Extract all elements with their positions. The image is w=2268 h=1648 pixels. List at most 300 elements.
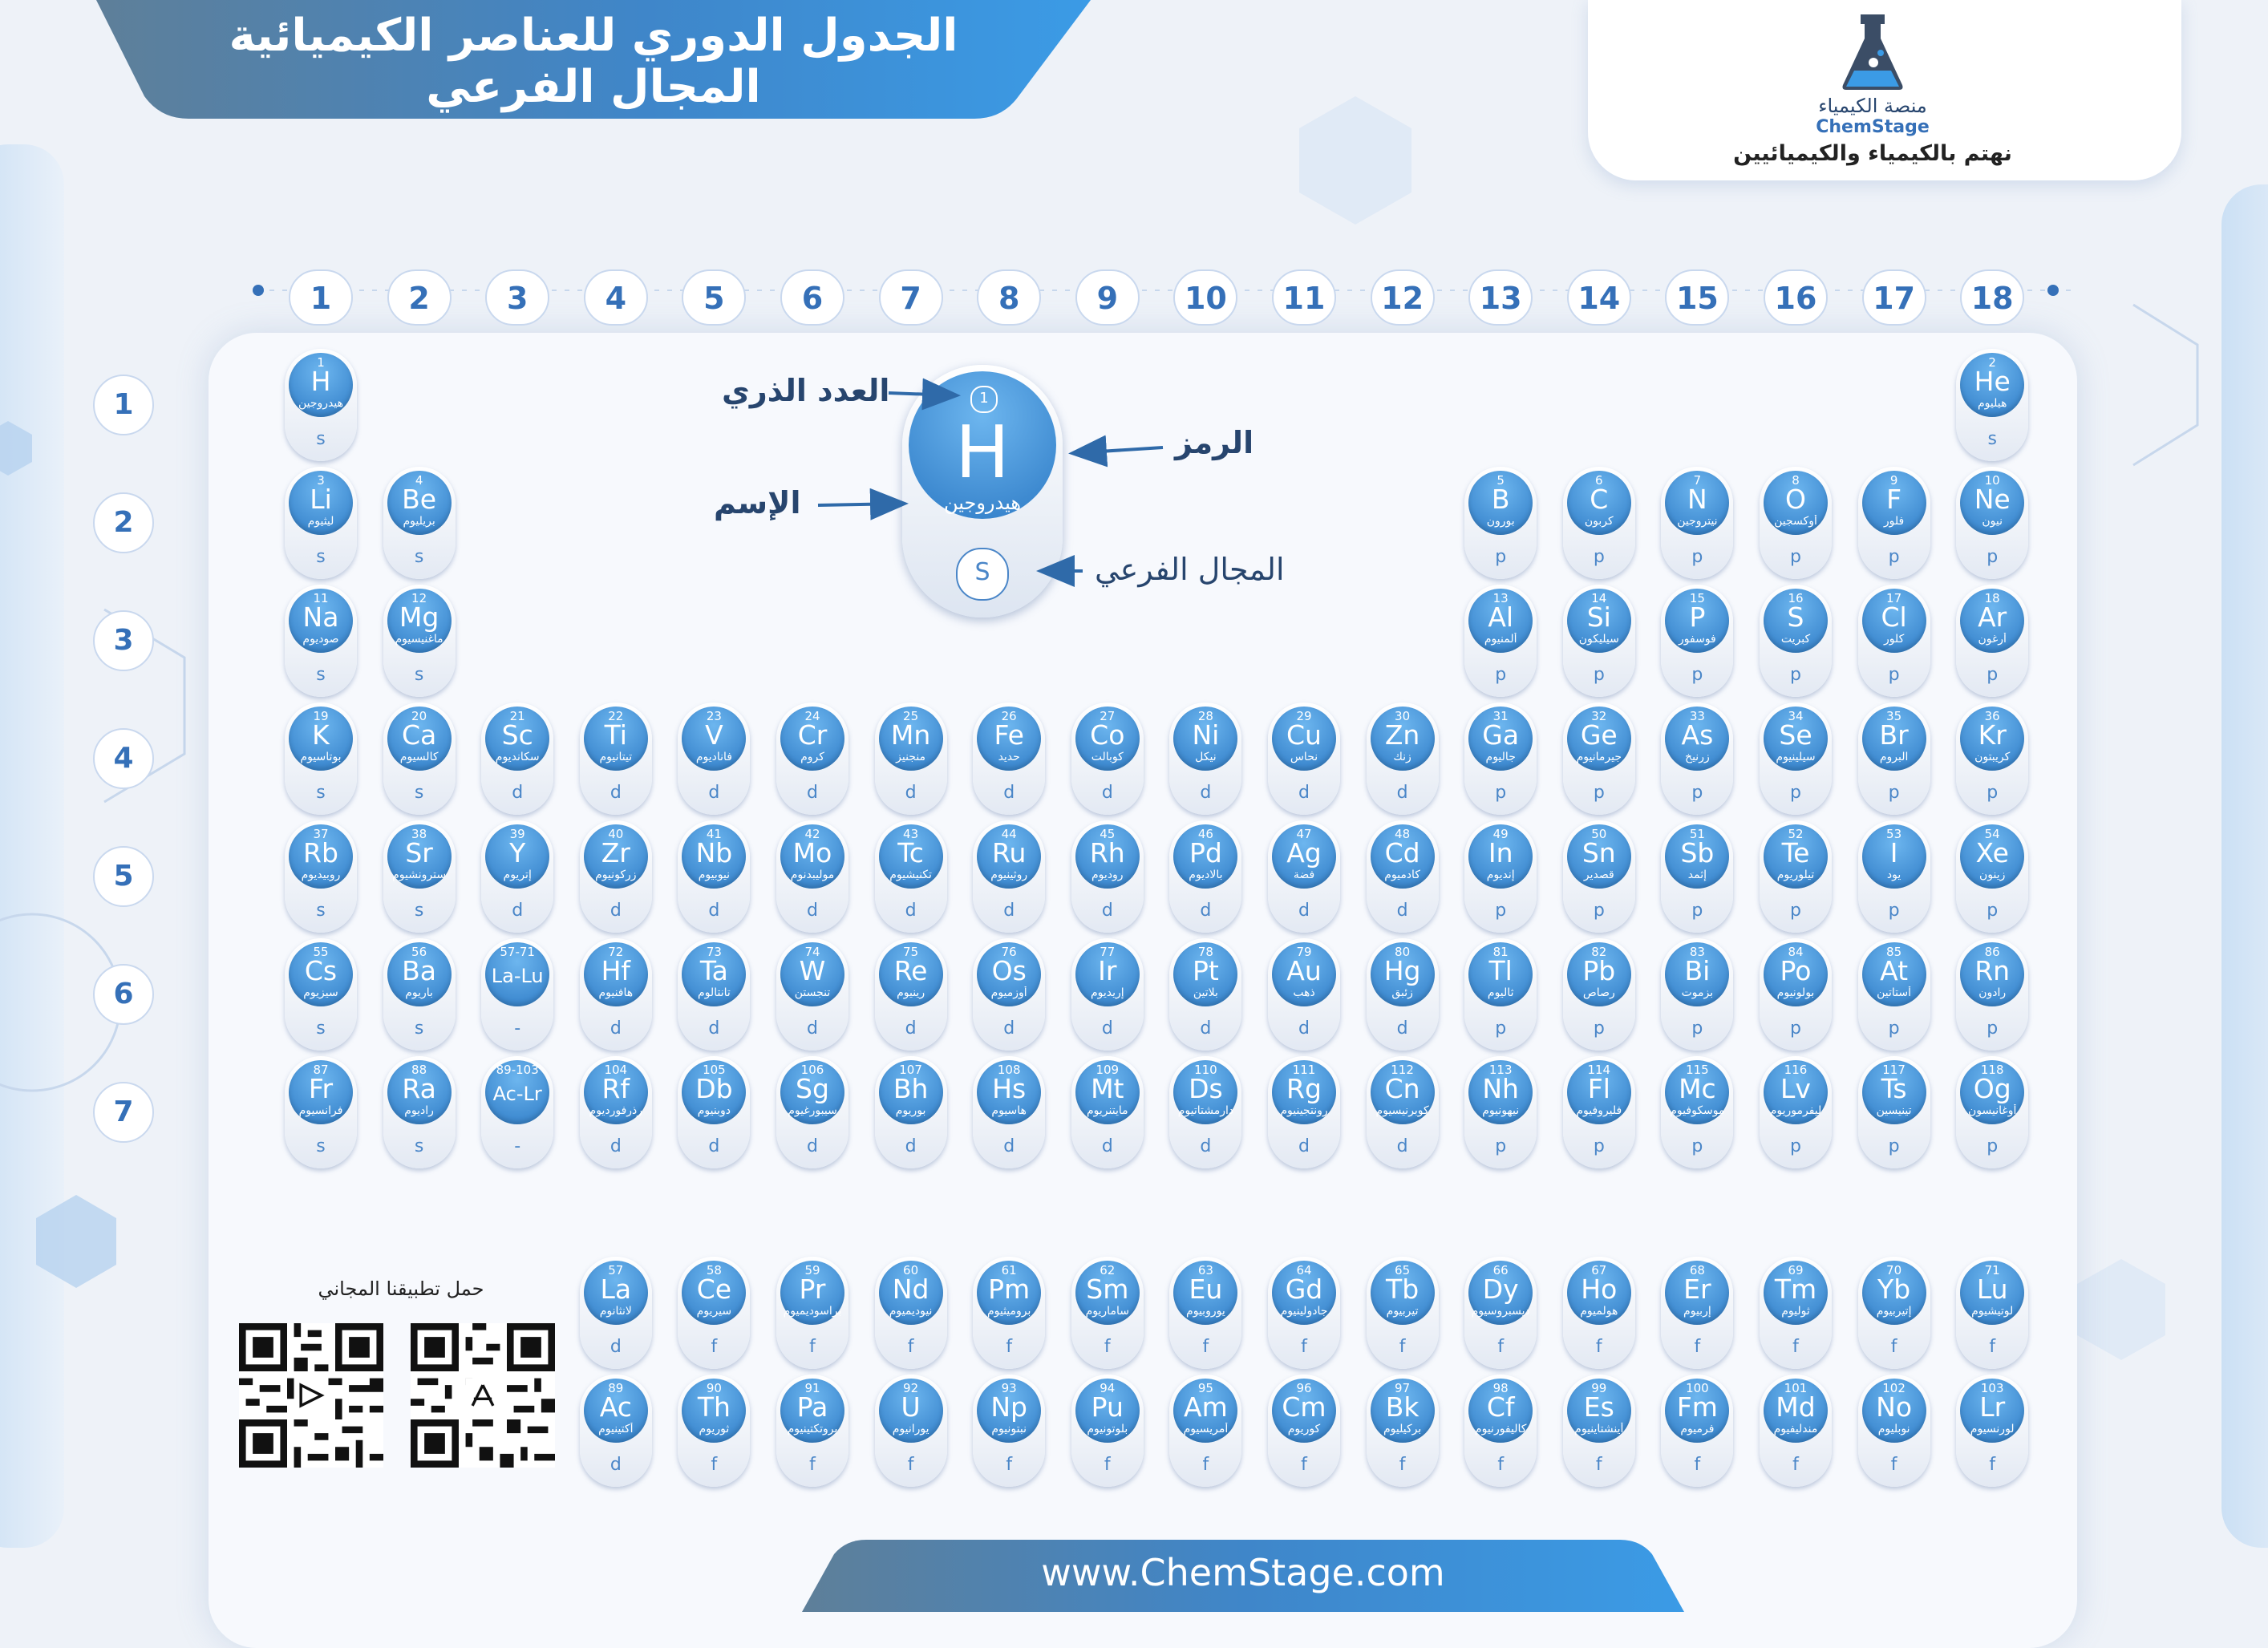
element-subshell: p — [1495, 1018, 1507, 1039]
element-symbol: Lu — [1976, 1273, 2008, 1305]
element-symbol: Bk — [1385, 1391, 1420, 1423]
element-atomic-number: 25 — [903, 709, 919, 723]
element-name: أستاتين — [1877, 986, 1912, 999]
element-name: نحاس — [1290, 751, 1318, 763]
element-subshell: f — [1497, 1455, 1505, 1475]
element-subshell: s — [316, 783, 326, 803]
element-symbol: V — [705, 719, 723, 751]
element-symbol: Pt — [1192, 955, 1219, 986]
element-subshell: f — [1890, 1455, 1897, 1475]
element-atomic-number: 6 — [1595, 473, 1603, 488]
element-subshell: d — [1200, 783, 1212, 803]
element-name: نيوديميوم — [889, 1305, 933, 1318]
element-symbol: Cu — [1286, 719, 1322, 751]
element-name: سيريوم — [696, 1305, 732, 1318]
website-url[interactable]: www.ChemStage.com — [1041, 1551, 1445, 1594]
element-symbol: Pu — [1091, 1391, 1124, 1423]
element-subshell: p — [1593, 1018, 1605, 1039]
element-subshell: p — [1888, 547, 1900, 567]
element-symbol: Ac-Lr — [492, 1083, 542, 1105]
element-subshell: d — [610, 1136, 622, 1156]
group-number: 16 — [1764, 269, 1828, 326]
element-atomic-number: 110 — [1194, 1063, 1217, 1077]
element-atomic-number: 101 — [1784, 1381, 1808, 1395]
element-name: سترونشيوم — [392, 869, 447, 881]
element-name: كوريوم — [1287, 1423, 1321, 1435]
element-name: تيتانيوم — [599, 751, 633, 763]
element-atomic-number: 42 — [804, 827, 820, 841]
element-subshell: f — [1301, 1337, 1307, 1357]
element-symbol: Ce — [696, 1273, 732, 1305]
element-symbol: Rg — [1286, 1073, 1322, 1104]
group-number: 17 — [1862, 269, 1926, 326]
element-name: أوكسجين — [1774, 515, 1817, 528]
element-atomic-number: 37 — [313, 827, 329, 841]
element-atomic-number: 89 — [608, 1381, 624, 1395]
element-symbol: Zr — [601, 837, 630, 869]
element-symbol: Zn — [1384, 719, 1420, 751]
element-symbol: Pr — [799, 1273, 826, 1305]
element-symbol: C — [1590, 484, 1609, 515]
element-name: رينيوم — [897, 986, 925, 999]
element-atomic-number: 77 — [1100, 945, 1116, 959]
element-atomic-number: 76 — [1001, 945, 1017, 959]
page-subtitle: المجال الفرعي — [426, 61, 761, 113]
element-symbol: Fr — [308, 1073, 334, 1104]
element-subshell: f — [809, 1337, 816, 1357]
group-number: 9 — [1075, 269, 1140, 326]
element-symbol: Og — [1973, 1073, 2011, 1104]
element-symbol: Li — [310, 484, 332, 515]
element-subshell: s — [316, 901, 326, 921]
element-symbol: Kr — [1978, 719, 2007, 751]
element-subshell: p — [1987, 665, 1999, 685]
element-subshell: s — [316, 429, 326, 449]
element-atomic-number: 105 — [703, 1063, 726, 1077]
group-number: 8 — [977, 269, 1041, 326]
element-subshell: p — [1790, 1136, 1801, 1156]
element-name: جادولينيوم — [1280, 1305, 1328, 1318]
element-atomic-number: 33 — [1689, 709, 1705, 723]
element-atomic-number: 14 — [1591, 591, 1607, 605]
element-atomic-number: 75 — [903, 945, 919, 959]
element-subshell: s — [1987, 429, 1997, 449]
element-name: رادون — [1978, 986, 2007, 999]
element-symbol: W — [799, 955, 826, 986]
element-name: يورانيوم — [892, 1423, 929, 1435]
element-symbol: Po — [1780, 955, 1812, 986]
element-subshell: p — [1593, 783, 1605, 803]
element-name: بركيليوم — [1383, 1423, 1422, 1435]
group-number: 10 — [1173, 269, 1237, 326]
element-name: فاناديوم — [695, 751, 732, 763]
element-symbol: Ba — [402, 955, 437, 986]
element-atomic-number: 48 — [1395, 827, 1411, 841]
element-symbol: Pa — [796, 1391, 828, 1423]
element-atomic-number: 2 — [1988, 355, 1996, 370]
element-name: موسكوفيوم — [1670, 1104, 1725, 1117]
element-subshell: f — [1399, 1337, 1406, 1357]
element-subshell: p — [1593, 665, 1605, 685]
element-subshell: - — [514, 1136, 521, 1156]
period-number: 6 — [93, 964, 154, 1025]
group-number: 11 — [1272, 269, 1336, 326]
element-atomic-number: 94 — [1100, 1381, 1116, 1395]
element-name: لورنسيوم — [1970, 1423, 2015, 1435]
element-symbol: B — [1491, 484, 1510, 515]
element-atomic-number: 88 — [411, 1063, 427, 1077]
element-atomic-number: 114 — [1587, 1063, 1611, 1077]
element-subshell: - — [514, 1018, 521, 1039]
app-download-text: حمل تطبيقنا المجاني — [318, 1278, 484, 1300]
element-atomic-number: 53 — [1886, 827, 1902, 841]
element-subshell: p — [1888, 783, 1900, 803]
element-subshell: d — [1298, 1136, 1310, 1156]
element-name: تنجستن — [794, 986, 831, 999]
element-name: إربيوم — [1683, 1305, 1711, 1318]
element-symbol: No — [1876, 1391, 1913, 1423]
element-name: براسوديميوم — [783, 1305, 842, 1318]
group-number: 12 — [1371, 269, 1435, 326]
legend-label-subshell: المجال الفرعي — [1095, 552, 1285, 587]
logo-arabic-text: منصة الكيمياء — [1818, 95, 1927, 117]
element-name: زنك — [1393, 751, 1411, 763]
element-atomic-number: 28 — [1197, 709, 1213, 723]
element-atomic-number: 99 — [1591, 1381, 1607, 1395]
element-symbol: Eu — [1189, 1273, 1223, 1305]
element-name: دوبنيوم — [697, 1104, 731, 1117]
group-number: 3 — [485, 269, 549, 326]
element-subshell: p — [1495, 1136, 1507, 1156]
element-name: لوتيشيوم — [1971, 1305, 2014, 1318]
element-atomic-number: 115 — [1686, 1063, 1709, 1077]
element-symbol: Cm — [1282, 1391, 1326, 1423]
element-name: هيدروجين — [298, 397, 343, 410]
element-atomic-number: 102 — [1882, 1381, 1906, 1395]
element-subshell: d — [1298, 783, 1310, 803]
element-name: رذرفورديوم — [589, 1104, 643, 1117]
element-atomic-number: 30 — [1395, 709, 1411, 723]
element-symbol: Mc — [1679, 1073, 1716, 1104]
element-symbol: Bh — [893, 1073, 929, 1104]
element-symbol: Er — [1683, 1273, 1711, 1305]
element-atomic-number: 16 — [1788, 591, 1804, 605]
element-subshell: d — [1101, 901, 1113, 921]
element-subshell: s — [414, 901, 424, 921]
element-subshell: p — [1987, 1136, 1999, 1156]
element-name: هيليوم — [1978, 397, 2007, 410]
element-atomic-number: 35 — [1886, 709, 1902, 723]
element-symbol: La — [600, 1273, 632, 1305]
element-symbol: Ar — [1978, 601, 2007, 633]
element-name: يود — [1886, 869, 1901, 881]
element-symbol: Es — [1583, 1391, 1614, 1423]
element-atomic-number: 58 — [706, 1263, 722, 1278]
element-subshell: f — [1006, 1337, 1013, 1357]
legend-subshell: S — [956, 548, 1009, 601]
element-atomic-number: 27 — [1100, 709, 1116, 723]
element-atomic-number: 13 — [1492, 591, 1509, 605]
element-symbol: Sg — [796, 1073, 829, 1104]
element-subshell: d — [1396, 783, 1408, 803]
element-atomic-number: 11 — [313, 591, 329, 605]
element-symbol: Pm — [988, 1273, 1031, 1305]
element-name: فلور — [1883, 515, 1905, 528]
element-atomic-number: 36 — [1984, 709, 2000, 723]
element-name: إتريوم — [503, 869, 532, 881]
element-subshell: d — [512, 783, 524, 803]
element-atomic-number: 103 — [1980, 1381, 2004, 1395]
element-name: نوبليوم — [1877, 1423, 1910, 1435]
element-name: أوزميوم — [990, 986, 1027, 999]
element-name: إريديوم — [1090, 986, 1124, 999]
element-atomic-number: 56 — [411, 945, 427, 959]
element-symbol: Sb — [1680, 837, 1715, 869]
element-atomic-number: 9 — [1889, 473, 1898, 488]
element-subshell: p — [1790, 1018, 1801, 1039]
element-name: كالسيوم — [399, 751, 439, 763]
element-name: إتيربيوم — [1876, 1305, 1912, 1318]
element-atomic-number: 70 — [1886, 1263, 1902, 1278]
element-subshell: d — [610, 783, 622, 803]
element-symbol: Rn — [1974, 955, 2011, 986]
element-subshell: d — [1003, 1136, 1015, 1156]
element-symbol: Ac — [599, 1391, 632, 1423]
element-atomic-number: 91 — [804, 1381, 820, 1395]
element-atomic-number: 52 — [1788, 827, 1804, 841]
element-subshell: p — [1987, 901, 1999, 921]
element-symbol: As — [1681, 719, 1714, 751]
element-name: البروم — [1879, 751, 1909, 763]
element-symbol: Hg — [1383, 955, 1421, 986]
element-name: تيلوريوم — [1776, 869, 1815, 881]
element-atomic-number: 79 — [1296, 945, 1312, 959]
element-subshell: d — [610, 1018, 622, 1039]
element-subshell: p — [1691, 547, 1703, 567]
page-title: الجدول الدوري للعناصر الكيميائية — [229, 10, 958, 62]
element-subshell: d — [708, 901, 720, 921]
element-name: ذهب — [1293, 986, 1315, 999]
element-symbol: Fl — [1587, 1073, 1610, 1104]
element-symbol: Lv — [1780, 1073, 1811, 1104]
element-symbol: Cl — [1881, 601, 1907, 633]
element-name: ماغنيسيوم — [395, 633, 443, 646]
element-symbol: Rb — [303, 837, 338, 869]
element-atomic-number: 57-71 — [500, 945, 535, 959]
element-subshell: f — [1301, 1455, 1307, 1475]
element-subshell: d — [708, 1136, 720, 1156]
element-subshell: d — [610, 1455, 622, 1475]
element-name: روثينيوم — [990, 869, 1028, 881]
element-atomic-number: 108 — [997, 1063, 1021, 1077]
element-subshell: f — [1694, 1337, 1701, 1357]
element-name: ثوليوم — [1781, 1305, 1810, 1318]
element-atomic-number: 81 — [1492, 945, 1509, 959]
element-name: نبتونيوم — [991, 1423, 1027, 1435]
element-symbol: Nb — [695, 837, 733, 869]
element-atomic-number: 23 — [706, 709, 722, 723]
element-name: سيلينيوم — [1776, 751, 1816, 763]
element-name: كريبتون — [1974, 751, 2011, 763]
legend-symbol: H — [955, 411, 1010, 495]
element-symbol: In — [1488, 837, 1513, 869]
element-symbol: N — [1687, 484, 1707, 515]
element-atomic-number: 82 — [1591, 945, 1607, 959]
element-symbol: Ga — [1482, 719, 1520, 751]
element-atomic-number: 92 — [903, 1381, 919, 1395]
element-subshell: f — [1792, 1455, 1799, 1475]
element-atomic-number: 29 — [1296, 709, 1312, 723]
element-subshell: f — [1694, 1455, 1701, 1475]
element-atomic-number: 72 — [608, 945, 624, 959]
element-subshell: s — [414, 783, 424, 803]
element-name: رونتجينيوم — [1280, 1104, 1328, 1117]
element-subshell: d — [807, 1136, 818, 1156]
element-subshell: d — [905, 783, 917, 803]
element-name: بروميثيوم — [986, 1305, 1031, 1318]
element-atomic-number: 32 — [1591, 709, 1607, 723]
element-subshell: d — [1003, 901, 1015, 921]
element-atomic-number: 78 — [1197, 945, 1213, 959]
element-name: سيزيوم — [303, 986, 338, 999]
element-subshell: s — [316, 665, 326, 685]
element-subshell: f — [1399, 1455, 1406, 1475]
element-subshell: f — [1202, 1455, 1209, 1475]
element-name: تانتالوم — [698, 986, 731, 999]
element-name: ألمنيوم — [1484, 633, 1517, 646]
element-subshell: f — [1006, 1455, 1013, 1475]
element-name: بريليوم — [403, 515, 435, 528]
element-symbol: Pb — [1582, 955, 1616, 986]
element-name: أرغون — [1978, 633, 2007, 646]
element-atomic-number: 113 — [1488, 1063, 1513, 1077]
element-symbol: Sr — [405, 837, 433, 869]
element-atomic-number: 51 — [1689, 827, 1705, 841]
element-atomic-number: 89-103 — [496, 1063, 539, 1077]
element-subshell: d — [1200, 1136, 1212, 1156]
legend-label-name: الإسم — [714, 485, 801, 520]
element-symbol: Tc — [897, 837, 924, 869]
element-symbol: Mg — [399, 601, 439, 633]
element-name: أينشتاينيوم — [1574, 1423, 1624, 1435]
element-symbol: Dy — [1482, 1273, 1519, 1305]
element-subshell: s — [414, 1018, 424, 1039]
group-number: 2 — [387, 269, 452, 326]
element-name: بولونيوم — [1776, 986, 1815, 999]
element-symbol: Cd — [1384, 837, 1420, 869]
element-atomic-number: 118 — [1980, 1063, 2004, 1077]
element-atomic-number: 17 — [1886, 591, 1902, 605]
element-name: باريوم — [405, 986, 433, 999]
element-atomic-number: 80 — [1395, 945, 1411, 959]
group-number: 18 — [1960, 269, 2024, 326]
element-atomic-number: 10 — [1984, 473, 2000, 488]
element-name: أكتينيوم — [598, 1423, 634, 1435]
element-name: تيربيوم — [1386, 1305, 1419, 1318]
element-symbol: Ge — [1580, 719, 1618, 751]
element-symbol: Fm — [1676, 1391, 1718, 1423]
element-atomic-number: 61 — [1001, 1263, 1017, 1278]
element-subshell: d — [1003, 783, 1015, 803]
element-atomic-number: 65 — [1395, 1263, 1411, 1278]
element-atomic-number: 49 — [1492, 827, 1509, 841]
element-name: ليفرموريوم — [1769, 1104, 1822, 1117]
element-atomic-number: 86 — [1984, 945, 2000, 959]
element-symbol: Sc — [501, 719, 533, 751]
period-number: 7 — [93, 1082, 154, 1143]
element-symbol: At — [1880, 955, 1909, 986]
element-symbol: Na — [302, 601, 339, 633]
element-atomic-number: 46 — [1197, 827, 1213, 841]
element-symbol: Ra — [402, 1073, 436, 1104]
element-name: سيبورغيوم — [788, 1104, 837, 1117]
element-symbol: H — [310, 366, 331, 397]
element-atomic-number: 57 — [608, 1263, 624, 1278]
element-subshell: p — [1495, 901, 1507, 921]
element-symbol: Te — [1781, 837, 1810, 869]
element-subshell: p — [1888, 1018, 1900, 1039]
element-atomic-number: 100 — [1686, 1381, 1709, 1395]
element-atomic-number: 41 — [706, 827, 722, 841]
element-subshell: f — [1792, 1337, 1799, 1357]
element-atomic-number: 31 — [1492, 709, 1509, 723]
element-atomic-number: 85 — [1886, 945, 1902, 959]
element-subshell: p — [1593, 901, 1605, 921]
element-symbol: Ts — [1881, 1073, 1907, 1104]
element-name: بورون — [1486, 515, 1515, 528]
element-symbol: F — [1886, 484, 1902, 515]
element-subshell: d — [610, 901, 622, 921]
element-name: ليثيوم — [307, 515, 334, 528]
element-name: كوبرنيسيوم — [1375, 1104, 1429, 1117]
element-name: فرانسيوم — [298, 1104, 343, 1117]
element-subshell: d — [905, 1018, 917, 1039]
element-symbol: Ni — [1192, 719, 1220, 751]
element-symbol: Mo — [792, 837, 832, 869]
element-subshell: d — [708, 1018, 720, 1039]
element-subshell: s — [316, 547, 326, 567]
element-atomic-number: 19 — [313, 709, 329, 723]
element-atomic-number: 55 — [313, 945, 329, 959]
element-symbol: Re — [893, 955, 928, 986]
element-atomic-number: 93 — [1001, 1381, 1017, 1395]
element-name: زركونيوم — [595, 869, 637, 881]
element-subshell: s — [414, 665, 424, 685]
element-atomic-number: 59 — [804, 1263, 820, 1278]
group-number: 5 — [682, 269, 746, 326]
element-symbol: Se — [1779, 719, 1812, 751]
element-name: بوريوم — [895, 1104, 926, 1117]
element-subshell: f — [1989, 1455, 1996, 1475]
element-name: أوغانيسون — [1968, 1104, 2017, 1117]
element-subshell: p — [1790, 783, 1801, 803]
element-subshell: p — [1691, 901, 1703, 921]
element-atomic-number: 63 — [1197, 1263, 1213, 1278]
element-symbol: Xe — [1975, 837, 2009, 869]
element-name: كوبالت — [1091, 751, 1124, 763]
element-name: إنديوم — [1486, 869, 1515, 881]
element-name: نيتروجين — [1677, 515, 1718, 528]
element-atomic-number: 21 — [509, 709, 525, 723]
element-atomic-number: 87 — [313, 1063, 329, 1077]
element-symbol: Gd — [1285, 1273, 1323, 1305]
element-atomic-number: 68 — [1689, 1263, 1705, 1278]
element-subshell: d — [708, 783, 720, 803]
group-number: 4 — [584, 269, 648, 326]
element-symbol: Lr — [1979, 1391, 2006, 1423]
element-name: بزموت — [1681, 986, 1714, 999]
element-name: لانثانوم — [599, 1305, 632, 1318]
